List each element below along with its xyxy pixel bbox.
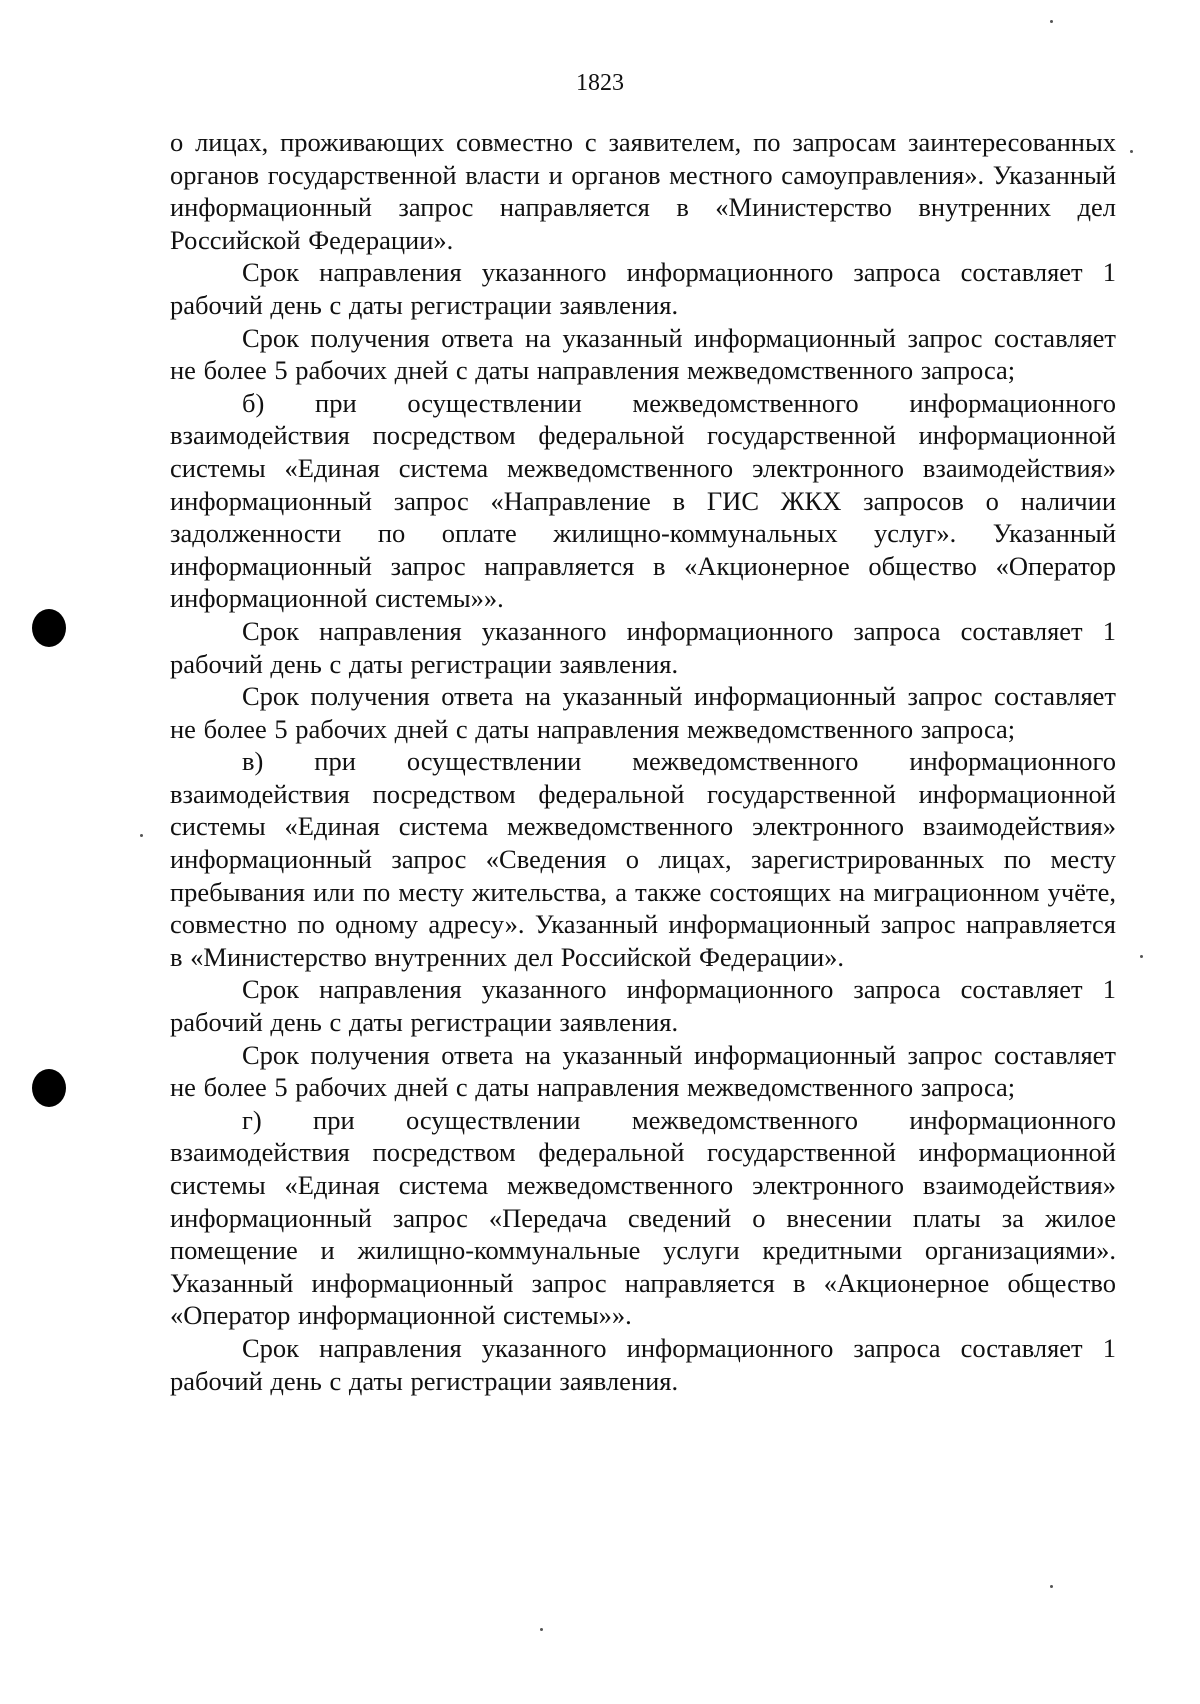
- scan-speck: [1050, 20, 1053, 23]
- paragraph-request-deadline: Срок направления указанного информационного запроса составляет 1 рабочий день с даты регистрации заявления.: [170, 1332, 1116, 1396]
- scan-speck: [1050, 1585, 1053, 1588]
- paragraph-request-deadline: Срок направления указанного информационного запроса составляет 1 рабочий день с даты регистрации заявления.: [170, 615, 1116, 679]
- document-body: [170, 126, 1116, 1397]
- paragraph-item-b: б) при осуществлении межведомственного информационного взаимодействия посредством федеральной государственной информационной системы «Единая система межведомственного электронного взаимодействия» информационный запрос «Направление в ГИС ЖКХ запросов о наличии задолженности по оплате жилищно-коммунальных услуг». Указанный информационный запрос направляется в «Акционерное общество «Оператор информационной системы»».: [170, 387, 1116, 614]
- paragraph-continuation: о лицах, проживающих совместно с заявителем, по запросам заинтересованных органов государственной власти и органов местного самоуправления». Указанный информационный запрос направляется в «Министерство внутренних дел Российской Федерации».: [170, 127, 1116, 255]
- paragraph-response-deadline: Срок получения ответа на указанный информационный запрос составляет не более 5 рабочих дней с даты направления межведомственного запроса;: [170, 1039, 1116, 1103]
- paragraph-item-v: в) при осуществлении межведомственного информационного взаимодействия посредством федеральной государственной информационной системы «Единая система межведомственного электронного взаимодействия» информационный запрос «Сведения о лицах, зарегистрированных по месту пребывания или по месту жительства, а также состоящих на миграционном учёте, совместно по одному адресу». Указанный информационный запрос направляется в «Министерство внутренних дел Российской Федерации».: [170, 746, 1116, 972]
- scan-speck: [540, 1628, 543, 1631]
- paragraph-response-deadline: Срок получения ответа на указанный информационный запрос составляет не более 5 рабочих дней с даты направления межведомственного запроса;: [170, 322, 1116, 386]
- scan-speck: [1130, 150, 1133, 153]
- punch-hole-mark: [32, 609, 66, 647]
- paragraph-request-deadline: Срок направления указанного информационного запроса составляет 1 рабочий день с даты регистрации заявления.: [170, 257, 1116, 320]
- scan-speck: [1140, 955, 1143, 958]
- punch-hole-mark: [32, 1069, 66, 1107]
- page-number: 1823: [576, 70, 624, 96]
- paragraph-item-g: г) при осуществлении межведомственного информационного взаимодействия посредством федеральной государственной информационной системы «Единая система межведомственного электронного взаимодействия» информационный запрос «Передача сведений о внесении платы за жилое помещение и жилищно-коммунальные услуги кредитными организациями». Указанный информационный запрос направляется в «Акционерное общество «Оператор информационной системы»».: [170, 1104, 1116, 1331]
- paragraph-response-deadline: Срок получения ответа на указанный информационный запрос составляет не более 5 рабочих дней с даты направления межведомственного запроса;: [170, 681, 1116, 744]
- paragraph-request-deadline: Срок направления указанного информационного запроса составляет 1 рабочий день с даты регистрации заявления.: [170, 974, 1116, 1038]
- scan-speck: [140, 834, 143, 837]
